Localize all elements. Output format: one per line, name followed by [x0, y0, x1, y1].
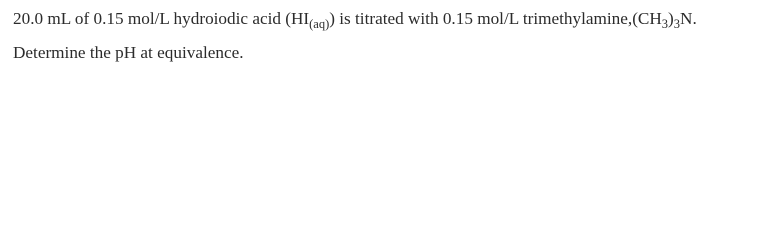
problem-given-text — [13, 8, 697, 30]
methyl-count-subscript: 3 — [673, 17, 681, 31]
given-end-text: N. — [680, 9, 697, 28]
close-paren-text: ) — [668, 9, 674, 28]
given-middle-text: ) is titrated with 0.15 mol/L trimethylamine,(CH — [329, 9, 662, 28]
aqueous-state-subscript: (aq) — [309, 17, 330, 31]
problem-question-text: Determine the pH at equivalence. — [13, 43, 244, 62]
ch3-subscript: 3 — [661, 17, 669, 31]
given-intro-text: 20.0 mL of 0.15 mol/L hydroiodic acid (HI — [13, 9, 310, 28]
